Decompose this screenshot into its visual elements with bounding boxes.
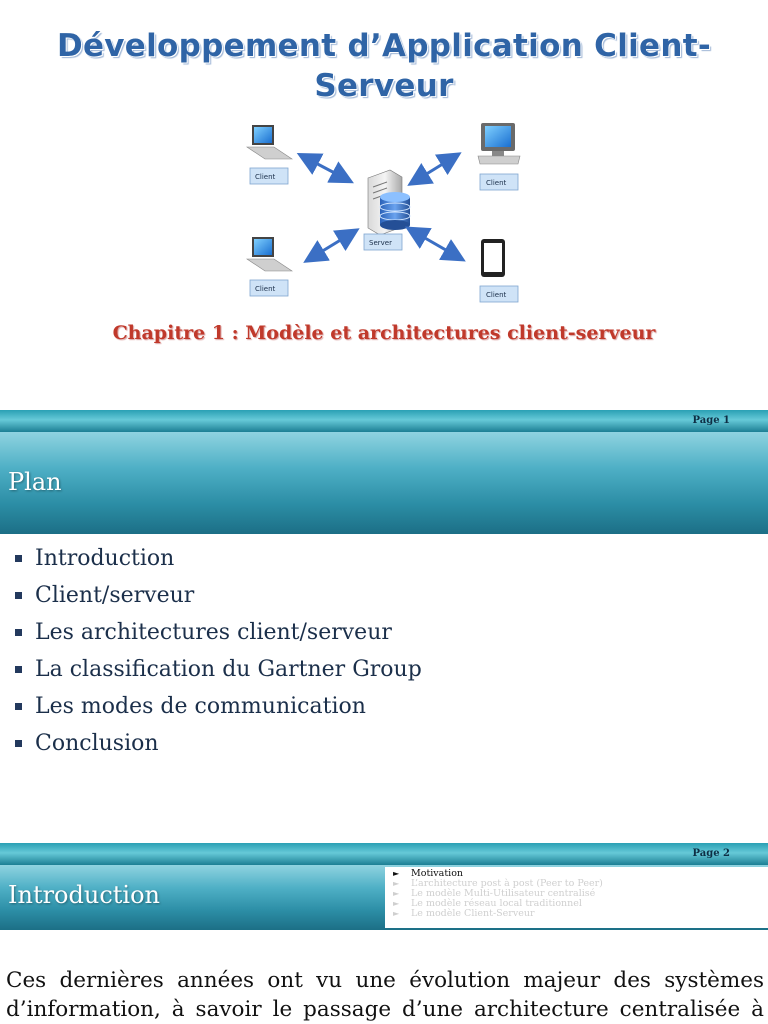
nav-item-active: ► Motivation [393,868,464,879]
triangle-right-icon: ► [393,899,400,908]
intro-line: Ces dernières années ont vu une évolution majeur des systèmes [6,968,764,993]
connection-arrow [310,160,346,179]
section-nav-panel [385,867,768,928]
plan-list [14,540,422,762]
triangle-right-icon: ► [393,879,400,888]
square-bullet-icon [15,592,22,599]
intro-title: Introduction [8,881,160,909]
connection-arrow [420,157,454,178]
chapter-title: Chapitre 1 : Modèle et architectures client-serveur [112,322,656,344]
nav-item: ► L’architecture post à post (Peer to Peer) [393,878,603,889]
connection-arrow [418,234,458,257]
page-number: Page 2 [692,848,730,859]
square-bullet-icon [15,666,22,673]
database-icon [380,192,410,230]
slide-title [0,26,768,106]
page-number: Page 1 [692,415,730,426]
intro-line: d’information, à savoir le passage d’une architecture centralisée à [6,997,764,1022]
triangle-right-icon: ► [393,889,400,898]
square-bullet-icon [15,555,22,562]
square-bullet-icon [15,740,22,747]
plan-item: Les modes de communication [14,688,422,725]
client-label: Client [486,179,507,187]
server-label: Server [369,239,392,247]
plan-item: Introduction [14,540,422,577]
connection-arrow [316,233,352,255]
tablet-icon [481,239,505,277]
slide-top-strip [0,843,768,865]
triangle-right-icon: ► [393,909,400,918]
square-bullet-icon [15,629,22,636]
client-label: Client [255,285,276,293]
slide-title-line2: Serveur [314,68,454,104]
triangle-right-icon: ► [393,869,400,878]
nav-item: ► Le modèle Multi-Utilisateur centralisé [393,888,596,899]
plan-title: Plan [8,468,62,496]
slide-top-strip [0,410,768,432]
plan-item: La classification du Gartner Group [14,651,422,688]
plan-item: Les architectures client/serveur [14,614,422,651]
plan-header-bar [0,432,768,534]
nav-item: ► Le modèle Client-Serveur [393,908,535,919]
laptop-icon [247,125,292,159]
plan-item: Client/serveur [14,577,422,614]
laptop-icon [247,237,292,271]
client-label: Client [255,173,276,181]
slide-title-line1: Développement d’Application Client- [56,28,712,64]
plan-item: Conclusion [14,725,422,762]
client-label: Client [486,291,507,299]
desktop-monitor-icon [478,123,520,164]
nav-item: ► Le modèle réseau local traditionnel [393,898,582,909]
client-server-diagram [230,115,540,315]
intro-paragraph [6,966,764,1024]
square-bullet-icon [15,703,22,710]
